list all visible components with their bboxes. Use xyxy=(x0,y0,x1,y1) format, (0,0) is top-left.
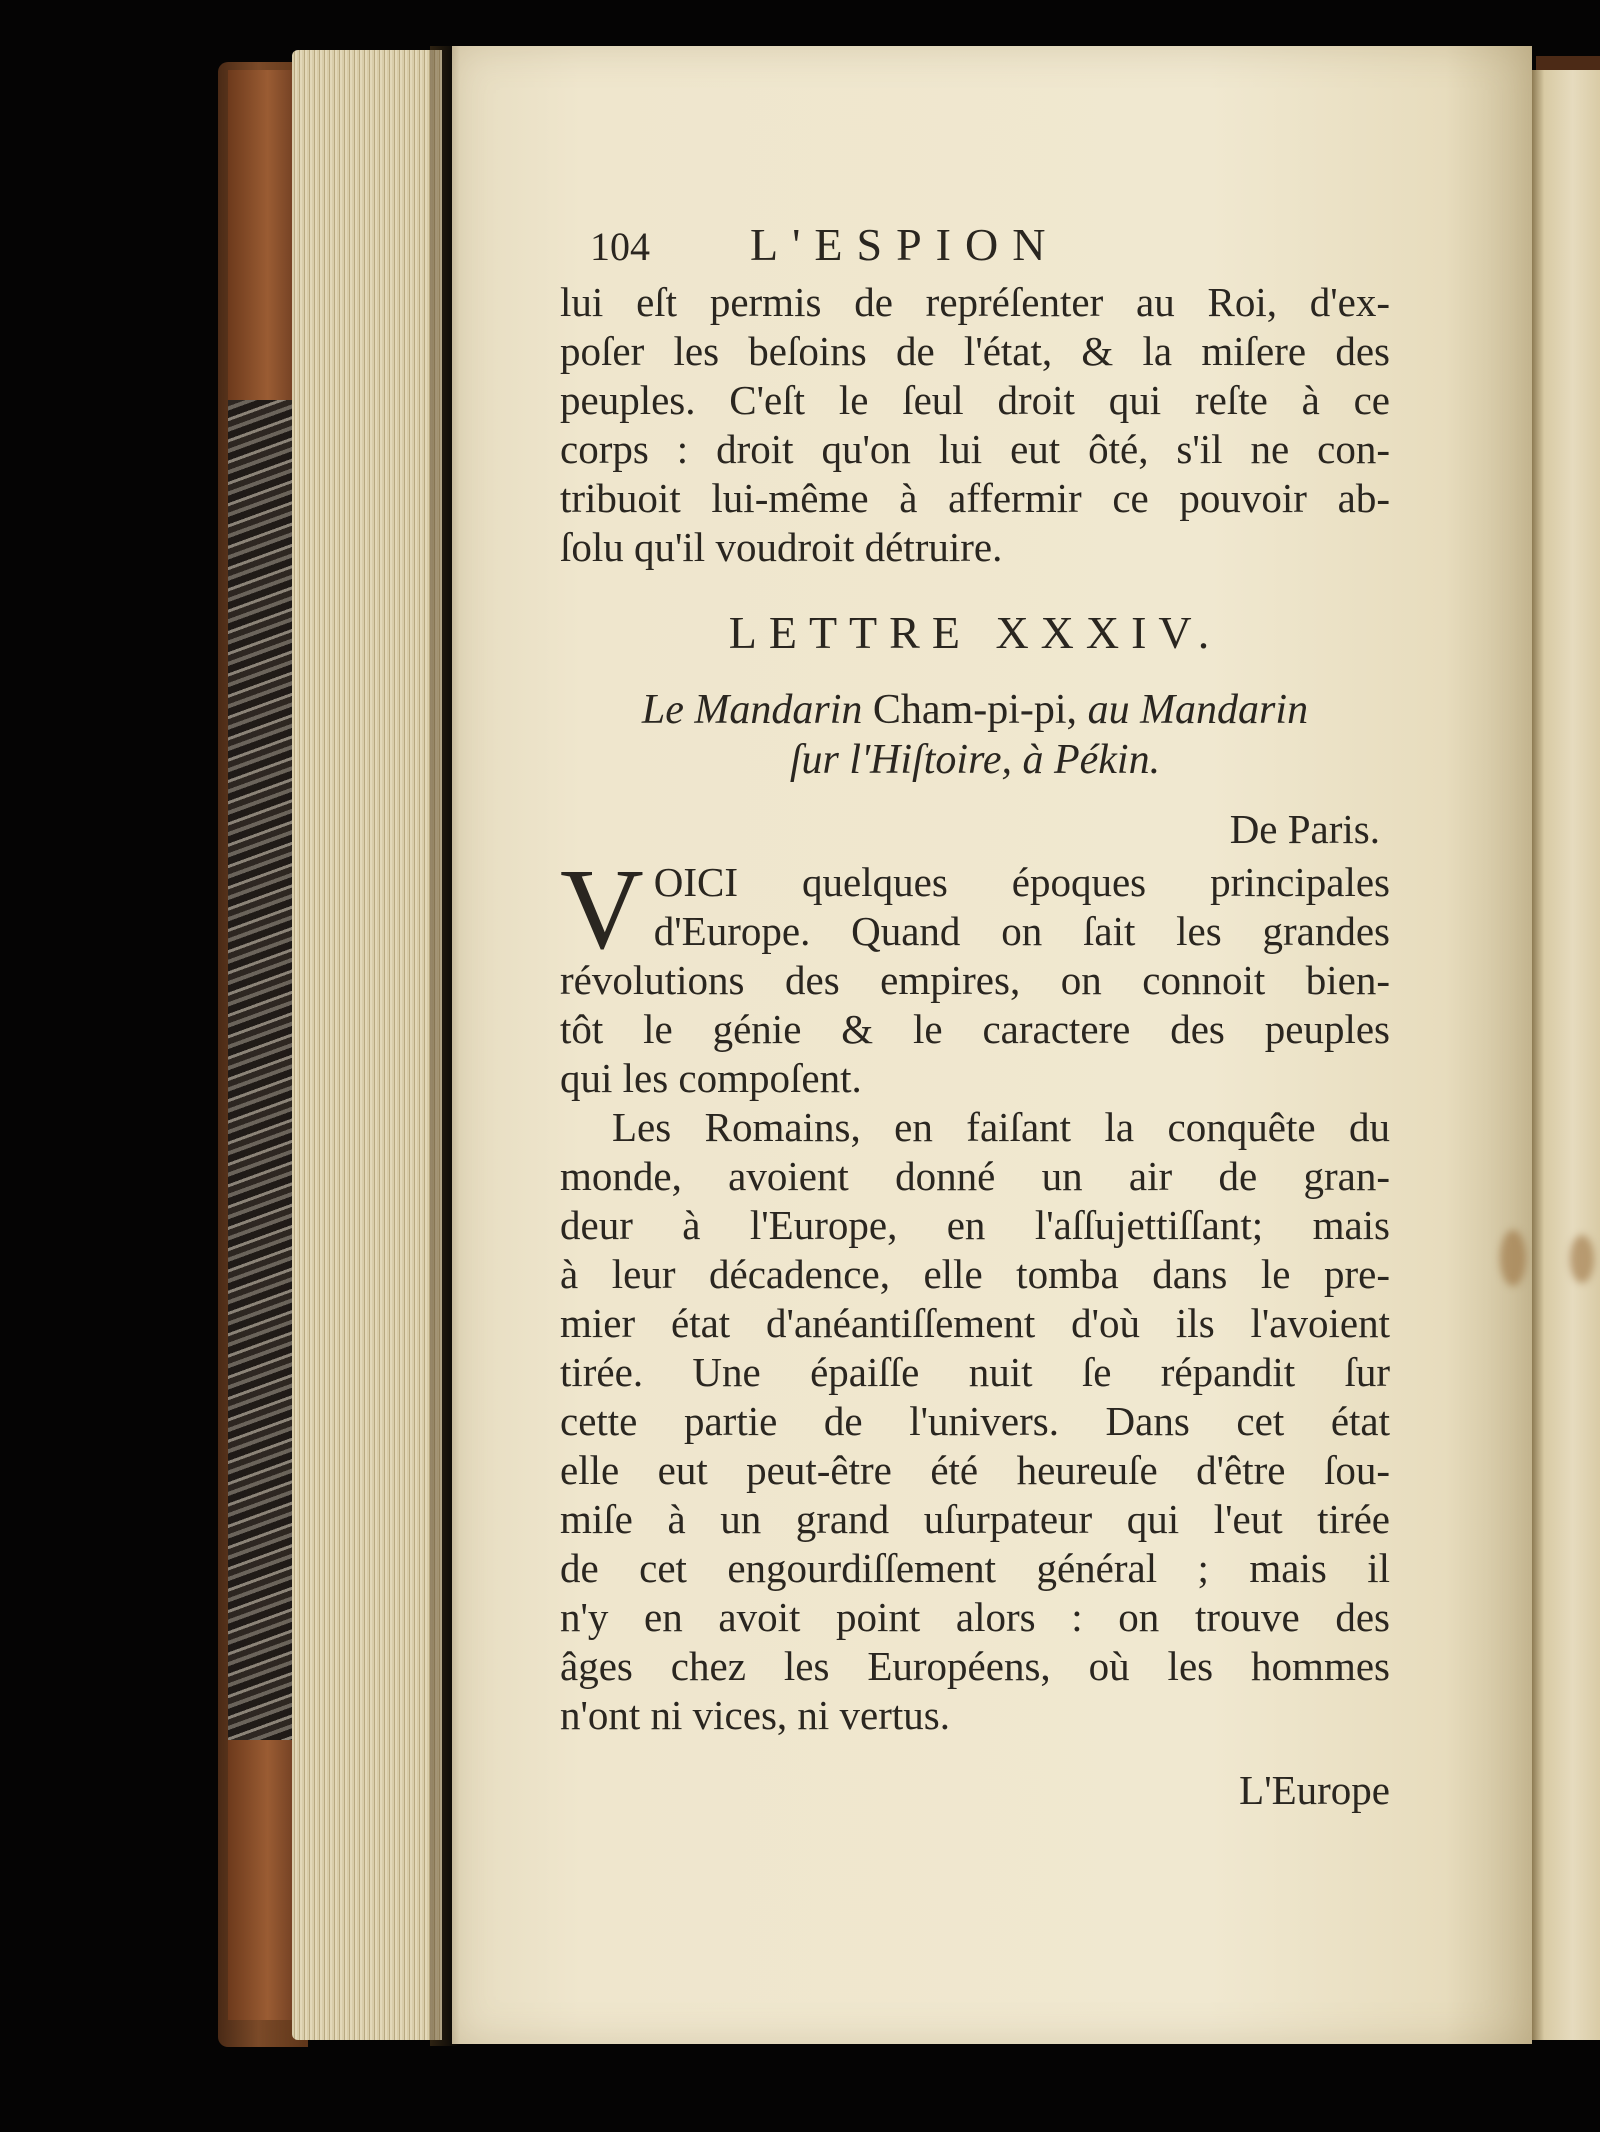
foxing-stain xyxy=(1570,1235,1594,1283)
text-line: monde, avoient donné un air de gran- xyxy=(560,1153,1390,1199)
text-line: lui eſt permis de repréſenter au Roi, d'ex- xyxy=(560,279,1390,325)
text-line: cette partie de l'univers. Dans cet état xyxy=(560,1398,1390,1444)
text-line: qui les compoſent. xyxy=(560,1055,862,1101)
text-line: corps : droit qu'on lui eut ôté, s'il ne con- xyxy=(560,426,1390,472)
text-line: révolutions des empires, on connoit bien- xyxy=(560,957,1390,1003)
text-line: tôt le génie & le caractere des peuples xyxy=(560,1006,1390,1052)
opening-paragraph xyxy=(560,846,1390,1103)
address-recipient: au Mandarin xyxy=(1087,687,1309,733)
text-line: à leur décadence, elle tomba dans le pre- xyxy=(560,1251,1390,1297)
leather-corner-bottom xyxy=(228,1740,294,2020)
address-sender-title: Le Mandarin xyxy=(641,687,863,733)
letter-place: De Paris. xyxy=(1229,806,1380,852)
carryover-paragraph xyxy=(560,278,1390,572)
text-line: deur à l'Europe, en l'aſſujettiſſant; mais xyxy=(560,1202,1390,1248)
text-line: peuples. C'eſt le ſeul droit qui reſte à ce xyxy=(560,377,1390,423)
letter-heading: LETTRE XXXIV. xyxy=(728,607,1222,658)
text-line: OICI quelques époques principales xyxy=(653,859,1390,905)
page-text xyxy=(560,220,1390,1815)
text-line: Les Romains, en faiſant la conquête du xyxy=(612,1104,1390,1150)
catchword: L'Europe xyxy=(1239,1767,1390,1813)
text-line: de cet engourdiſſement général ; mais il xyxy=(560,1545,1390,1591)
text-line: ſolu qu'il voudroit détruire. xyxy=(560,524,1003,570)
foxing-stain xyxy=(1500,1230,1526,1286)
text-line: n'ont ni vices, ni vertus. xyxy=(560,1692,951,1738)
gutter-shadow xyxy=(430,46,460,2046)
drop-capital: V xyxy=(560,846,644,974)
running-head xyxy=(590,220,1390,278)
marbled-board xyxy=(228,400,292,1740)
text-line: miſe à un grand uſurpateur qui l'eut tirée xyxy=(560,1496,1390,1542)
text-line: n'y en avoit point alors : on trouve des xyxy=(560,1594,1390,1640)
text-line: d'Europe. Quand on ſait les grandes xyxy=(653,908,1390,954)
text-line: poſer les beſoins de l'état, & la miſere des xyxy=(560,328,1390,374)
address-line-1 xyxy=(560,685,1390,735)
facing-page xyxy=(1532,70,1600,2040)
leather-corner-top xyxy=(228,70,294,400)
address-line-2: ſur l'Hiſtoire, à Pékin. xyxy=(789,737,1161,783)
text-line: tirée. Une épaiſſe nuit ſe répandit ſur xyxy=(560,1349,1390,1395)
second-paragraph xyxy=(560,1103,1390,1740)
letter-address xyxy=(560,685,1390,785)
running-title: L'ESPION xyxy=(750,219,1060,270)
text-line: mier état d'anéantiſſement d'où ils l'avoient xyxy=(560,1300,1390,1346)
address-sender-name: Cham-pi-pi, xyxy=(872,687,1078,733)
text-line: âges chez les Européens, où les hommes xyxy=(560,1643,1390,1689)
page-number: 104 xyxy=(590,224,650,269)
text-line: elle eut peut-être été heureuſe d'être ſou- xyxy=(560,1447,1390,1493)
text-line: tribuoit lui-même à affermir ce pouvoir ab- xyxy=(560,475,1390,521)
page-edges xyxy=(292,50,442,2040)
